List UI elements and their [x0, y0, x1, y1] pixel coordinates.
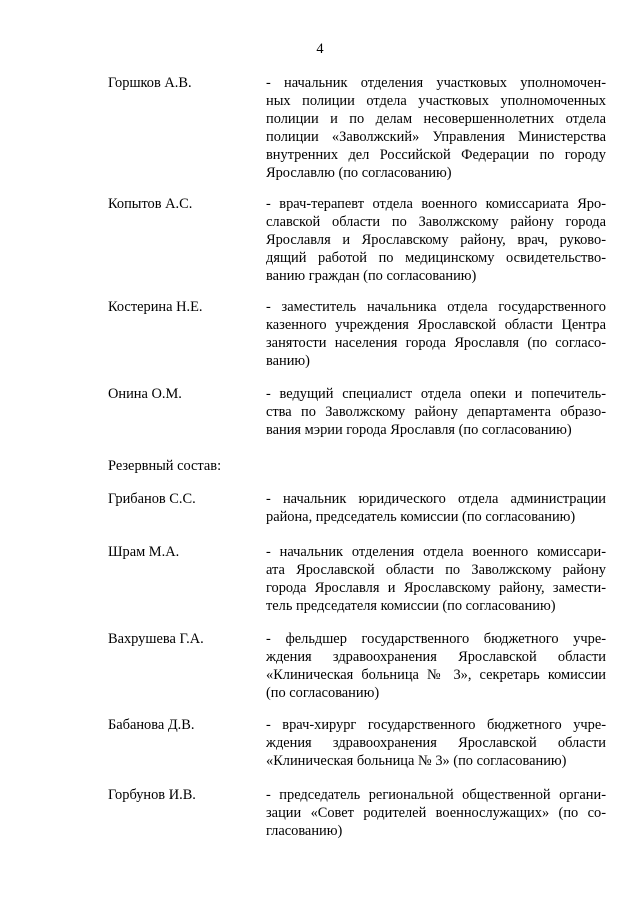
description-line: - председатель региональной общественной органи-	[266, 787, 606, 803]
member-name: Онина О.М.	[108, 386, 182, 402]
reserve-heading: Резервный состав:	[108, 458, 222, 474]
member-name: Горбунов И.В.	[108, 787, 196, 803]
member-description	[266, 74, 606, 182]
description-line: ждения здравоохранения Ярославской области	[266, 735, 606, 751]
page-number: 4	[316, 41, 324, 57]
description-line: Ярославля и Ярославскому району, врач, руково-	[266, 232, 606, 248]
description-line: ных полиции отдела участковых уполномоченных	[266, 93, 606, 109]
member-name: Вахрушева Г.А.	[108, 631, 204, 647]
description-line: - начальник отделения участковых уполномочен-	[266, 75, 606, 91]
description-line: тель председателя комиссии (по согласованию)	[266, 598, 556, 614]
member-name: Копытов А.С.	[108, 196, 193, 212]
description-line: зации «Совет родителей военнослужащих» (по со-	[266, 805, 606, 821]
description-line: дящий работой по медицинскому освидетельство-	[266, 250, 606, 266]
description-line: города Ярославля и Ярославскому району, замести-	[266, 580, 606, 596]
member-description	[266, 630, 606, 702]
description-line: ства по Заволжскому району департамента образо-	[266, 404, 606, 420]
description-line: казенного учреждения Ярославской области Центра	[266, 317, 606, 333]
description-line: занятости населения города Ярославля (по согласо-	[266, 335, 606, 351]
description-line: полиции и по делам несовершеннолетних отдела	[266, 111, 606, 127]
member-description	[266, 490, 606, 526]
description-line: ванию граждан (по согласованию)	[266, 268, 477, 284]
member-description	[266, 543, 606, 615]
member-name: Бабанова Д.В.	[108, 717, 195, 733]
description-line: - начальник отделения отдела военного комиссари-	[266, 544, 606, 560]
description-line: «Клиническая больница № 3», секретарь комиссии	[266, 667, 606, 683]
description-line: гласованию)	[266, 823, 343, 839]
description-line: полиции «Заволжский» Управления Министерства	[266, 129, 606, 145]
description-line: - начальник юридического отдела администрации	[266, 491, 606, 507]
description-line: ванию)	[266, 353, 310, 369]
description-line: ждения здравоохранения Ярославской области	[266, 649, 606, 665]
description-line: (по согласованию)	[266, 685, 380, 701]
member-description	[266, 298, 606, 370]
member-name: Костерина Н.Е.	[108, 299, 203, 315]
member-description	[266, 385, 606, 439]
description-line: славской области по Заволжскому району города	[266, 214, 606, 230]
member-name: Горшков А.В.	[108, 75, 192, 91]
description-line: внутренних дел Российской Федерации по городу	[266, 147, 606, 163]
description-line: - фельдшер государственного бюджетного учре-	[266, 631, 606, 647]
description-line: Ярославлю (по согласованию)	[266, 165, 452, 181]
description-line: вания мэрии города Ярославля (по согласованию)	[266, 422, 572, 438]
member-description	[266, 195, 606, 285]
description-line: - ведущий специалист отдела опеки и попечитель-	[266, 386, 606, 402]
member-description	[266, 716, 606, 770]
description-line: - заместитель начальника отдела государственного	[266, 299, 606, 315]
description-line: района, председатель комиссии (по согласованию)	[266, 509, 576, 525]
description-line: - врач-хирург государственного бюджетного учре-	[266, 717, 606, 733]
description-line: ата Ярославской области по Заволжскому району	[266, 562, 606, 578]
member-description	[266, 786, 606, 840]
description-line: «Клиническая больница № 3» (по согласованию)	[266, 753, 567, 769]
member-name: Грибанов С.С.	[108, 491, 196, 507]
member-name: Шрам М.А.	[108, 544, 180, 560]
description-line: - врач-терапевт отдела военного комиссариата Яро-	[266, 196, 606, 212]
